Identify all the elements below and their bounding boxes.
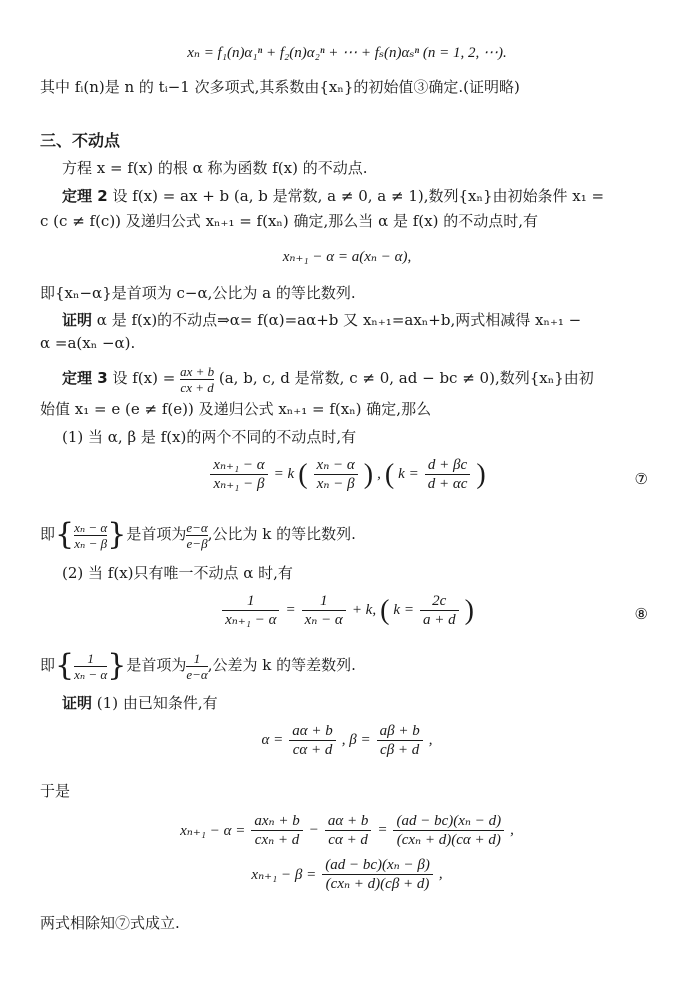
eq8-lhs-fraction bbox=[222, 592, 279, 629]
diff1-fraction-3 bbox=[393, 812, 504, 849]
fraction-numerator: 1 bbox=[74, 651, 107, 667]
fraction-denominator: xₙ − β bbox=[74, 535, 108, 551]
proof-label: 证明 bbox=[62, 311, 93, 329]
fraction-denominator: cβ + d bbox=[380, 742, 420, 758]
case-1: (1) 当 α, β 是 f(x)的两个不同的不动点时,有 bbox=[62, 428, 357, 446]
diff1-lhs: xₙ₊₁ − α = bbox=[180, 823, 246, 839]
diff1-fraction-1 bbox=[251, 812, 302, 849]
theorem-2-line-1 bbox=[62, 185, 654, 207]
fraction-numerator: d + βc bbox=[425, 456, 471, 475]
fraction-denominator: e−α bbox=[186, 666, 208, 682]
theorem-2-equation: xₙ₊₁ − α = a(xₙ − α), bbox=[282, 249, 412, 265]
eq-end: , bbox=[428, 732, 433, 748]
equation-alpha-beta bbox=[0, 722, 694, 759]
conclusion-8: 即{ $\frac{1}{\text{xₙ − α}}$ }是首项为 $\frac{1}{e-\alpha}$ ,公差为 k 的等差数列. bbox=[40, 648, 356, 683]
fraction-denominator: cα + d bbox=[292, 742, 333, 758]
eq7-rhs-fraction bbox=[314, 456, 358, 493]
equation-difference-1 bbox=[0, 812, 694, 849]
fraction-denominator: xₙ₊₁ − β bbox=[213, 476, 265, 492]
fraction-denominator: cx + d bbox=[180, 379, 214, 395]
fraction-numerator: (ad − bc)(xₙ − d) bbox=[393, 812, 504, 831]
beta-fraction bbox=[377, 722, 423, 759]
definition-fixed-point: 方程 x = f(x) 的根 α 称为函数 f(x) 的不动点. bbox=[62, 159, 368, 177]
fraction-numerator: axₙ + b bbox=[251, 812, 302, 831]
alpha-fraction bbox=[289, 722, 336, 759]
remark-line: 其中 fᵢ(n)是 n 的 tᵢ−1 次多项式,其系数由{xₙ}的初始值③确定.(证明略) bbox=[40, 78, 520, 96]
fraction-numerator: aα + b bbox=[325, 812, 372, 831]
eq7-k-fraction bbox=[425, 456, 471, 493]
conclusion-7-post: ,公比为 k 的等比数列. bbox=[207, 525, 356, 543]
beta-eq-label: , β = bbox=[341, 732, 371, 748]
fraction-numerator: xₙ₊₁ − α bbox=[210, 456, 267, 475]
proof-3-label: 证明 bbox=[62, 694, 93, 712]
fraction-numerator: ax + b bbox=[180, 363, 215, 379]
conclusion-7-fraction bbox=[74, 520, 107, 551]
diff2-end: , bbox=[438, 866, 443, 882]
equation-7-number: ⑦ bbox=[634, 470, 648, 488]
fraction-numerator: (ad − bc)(xₙ − β) bbox=[322, 856, 433, 875]
eq7-lhs-fraction bbox=[210, 456, 267, 493]
conclusion-8-mid: 是首项为 bbox=[126, 656, 187, 674]
fraction-numerator: 2c bbox=[420, 592, 459, 611]
theorem-3-label: 定理 3 bbox=[62, 369, 108, 387]
fraction-numerator: aβ + b bbox=[377, 722, 423, 741]
theorem-2-conclusion: 即{xₙ−α}是首项为 c−α,公比为 a 的等比数列. bbox=[40, 284, 356, 302]
conclusion-7: 即{ $\frac{\text{xₙ − α}}{\text{xₙ − β}}$ }是首项为 $\frac{e-\alpha}{e-\beta}$ ,公比为 k 的等比数列. bbox=[40, 517, 356, 552]
conclusion-7-pre: 即 bbox=[40, 525, 56, 543]
fraction-numerator: 1 bbox=[186, 651, 207, 667]
equation-difference-2 bbox=[0, 856, 694, 893]
proof-2-text-2: α =a(xₙ −α). bbox=[40, 334, 136, 352]
fraction-denominator: a + d bbox=[422, 612, 456, 628]
conclusion-7-mid: 是首项为 bbox=[126, 525, 187, 543]
fraction-numerator: 1 bbox=[302, 592, 346, 611]
fraction-denominator: (cxₙ + d)(cα + d) bbox=[396, 832, 501, 848]
equation-general-term: xₙ = f₁(n)α₁ⁿ + f₂(n)α₂ⁿ + ⋯ + fₛ(n)αₛⁿ (n = 1, 2, ⋯). bbox=[187, 45, 507, 61]
proof-3-line bbox=[62, 692, 654, 714]
fraction-numerator: e−α bbox=[186, 519, 208, 535]
case-2: (2) 当 f(x)只有唯一不动点 α 时,有 bbox=[62, 564, 293, 582]
conclusion-8-post: ,公差为 k 的等差数列. bbox=[207, 656, 356, 674]
diff2-fraction bbox=[322, 856, 433, 893]
proof-3-text: (1) 由已知条件,有 bbox=[96, 694, 218, 712]
fraction-numerator: xₙ − α bbox=[74, 519, 108, 535]
fraction-numerator: xₙ − α bbox=[314, 456, 358, 475]
fraction-denominator: (cxₙ + d)(cβ + d) bbox=[325, 876, 430, 892]
fraction-numerator: 1 bbox=[222, 592, 279, 611]
theorem-2-text-2: c (c ≠ f(c)) 及递归公式 xₙ₊₁ = f(xₙ) 确定,那么当 α 是 f(x) 的不动点时,有 bbox=[40, 212, 538, 230]
theorem-3-line-1 bbox=[62, 360, 654, 396]
conclusion-7-first-term bbox=[186, 520, 207, 551]
diff1-equals: = bbox=[377, 822, 388, 838]
theorem-3-pre: 设 f(x) = bbox=[112, 369, 176, 387]
conclusion-8-fraction bbox=[74, 651, 107, 682]
fraction-denominator: xₙ₊₁ − α bbox=[225, 612, 277, 628]
eq8-k-fraction bbox=[420, 592, 459, 629]
fraction-numerator: aα + b bbox=[289, 722, 336, 741]
section-title: 三、不动点 bbox=[40, 131, 121, 150]
equation-7: $\frac{\text{xₙ₊₁ − α}}{\text{xₙ₊₁ − β}}$ = k ( $\frac{\text{xₙ − α}}{\text{xₙ − β}}$ ) , ( k = $\frac{d + \beta c}{d + \alpha c}$ ) bbox=[0, 456, 694, 493]
equation-8: $\frac{1}{\text{xₙ₊₁ − α}}$ = $\frac{1}{\text{xₙ − α}}$ + k, ( k = $\frac{2c}{a + d}$ ) bbox=[0, 592, 694, 629]
conclusion-8-first-term bbox=[186, 651, 207, 682]
fraction-denominator: xₙ − α bbox=[74, 666, 108, 682]
conclusion-8-pre: 即 bbox=[40, 656, 56, 674]
diff2-lhs: xₙ₊₁ − β = bbox=[251, 867, 317, 883]
fraction-denominator: cα + d bbox=[328, 832, 368, 848]
eq7-k-label: k = bbox=[398, 466, 419, 482]
theorem-3-text-2: 始值 x₁ = e (e ≠ f(e)) 及递归公式 xₙ₊₁ = f(xₙ) 确定,那么 bbox=[40, 400, 432, 418]
diff1-minus: − bbox=[308, 822, 319, 838]
fraction-denominator: cxₙ + d bbox=[254, 832, 300, 848]
fraction-denominator: d + αc bbox=[427, 476, 468, 492]
eq8-plus-k: + k, bbox=[351, 602, 377, 618]
therefore-line: 于是 bbox=[40, 782, 71, 800]
eq7-mid: = k bbox=[273, 466, 295, 482]
eq8-rhs-fraction bbox=[302, 592, 346, 629]
eq8-k-label: k = bbox=[393, 602, 414, 618]
equation-8-number: ⑧ bbox=[634, 605, 648, 623]
fraction-denominator: xₙ − β bbox=[316, 476, 355, 492]
alpha-eq-label: α = bbox=[261, 732, 284, 748]
fraction-denominator: e−β bbox=[186, 535, 208, 551]
final-line: 两式相除知⑦式成立. bbox=[40, 914, 180, 932]
theorem-3-fraction bbox=[180, 364, 214, 395]
theorem-2-text-1: 设 f(x) = ax + b (a, b 是常数, a ≠ 0, a ≠ 1),数列{xₙ}由初始条件 x₁ = bbox=[112, 187, 605, 205]
diff1-fraction-2 bbox=[325, 812, 372, 849]
theorem-3-post: (a, b, c, d 是常数, c ≠ 0, ad − bc ≠ 0),数列{xₙ}由初 bbox=[218, 369, 594, 387]
proof-2-line-1 bbox=[62, 309, 654, 331]
diff1-end: , bbox=[510, 822, 514, 838]
fraction-denominator: xₙ − α bbox=[304, 612, 343, 628]
theorem-2-label: 定理 2 bbox=[62, 187, 108, 205]
proof-2-text-1: α 是 f(x)的不动点⇒α= f(α)=aα+b 又 xₙ₊₁=axₙ+b,两式相减得 xₙ₊₁ − bbox=[96, 311, 582, 329]
